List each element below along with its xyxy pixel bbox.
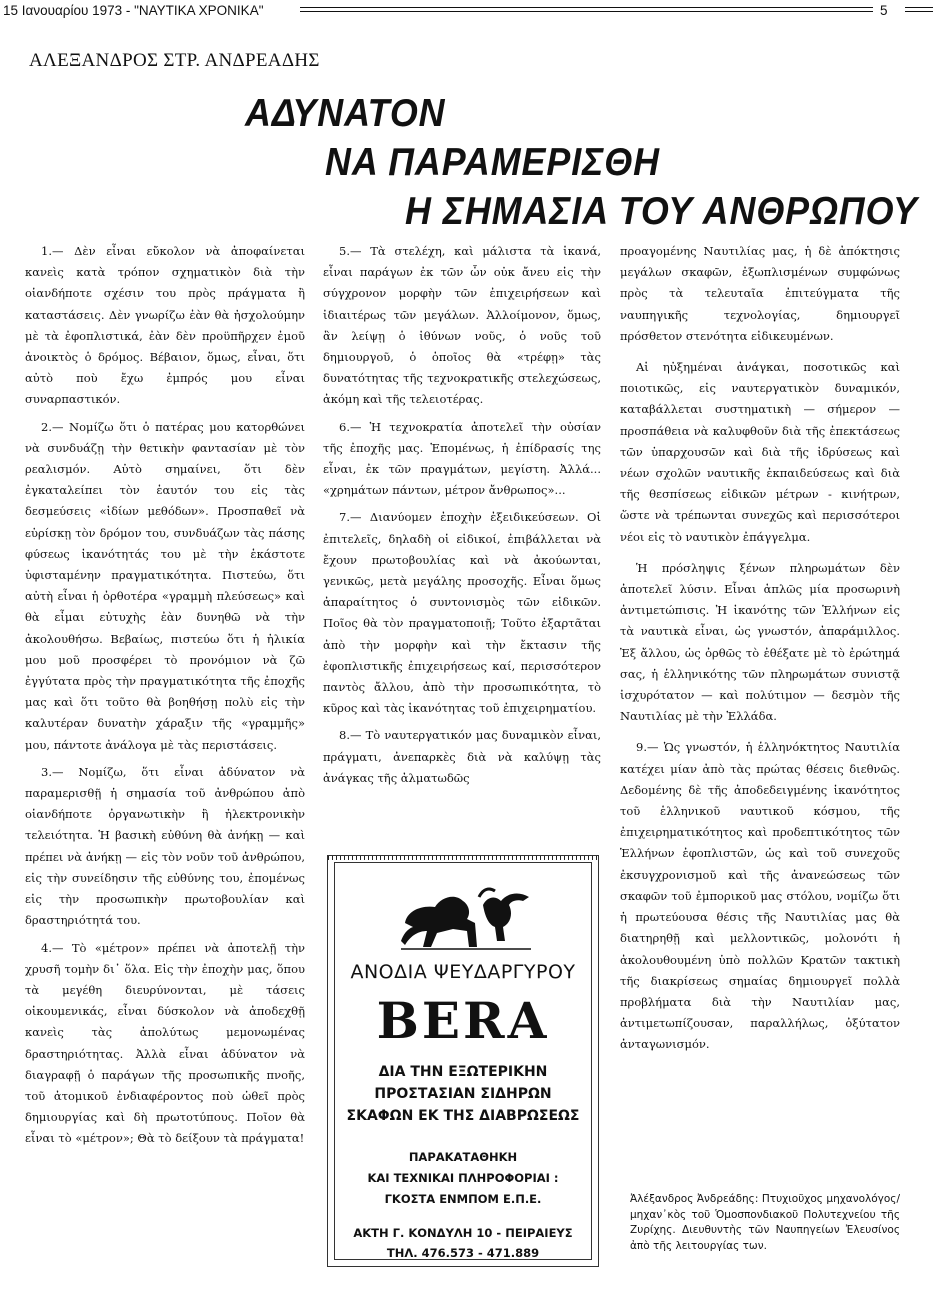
ad-subtitle-line: ΣΚΑΦΩΝ ΕΚ ΤΗΣ ΔΙΑΒΡΩΣΕΩΣ [346, 1108, 580, 1124]
paragraph: Αἱ ηὐξημέναι ἀνάγκαι, ποσοτικῶς καὶ ποιοτικῶς, εἰς ναυτεργατικὸν δυναμικόν, καταβάλλεται συστηματικὴ — σήμερον — προσπάθεια νὰ καλυφθοῦν διὰ τῆς ἐπεκτάσεως τῶν ὑπαρχουσῶν καὶ διὰ τῆς ἱδρύσεως καὶ νέων σχολῶν ναυτικῆς ἐκπαιδεύσεως καὶ διὰ τῆς θεσπίσεως εἰδικῶν μέτρων - κινήτρων, ὥστε νὰ τρέπωνται συνεχῶς καὶ περισσότεροι νέοι εἰς τὸ ναυτικὸν ἐπάγγελμα. [620, 360, 900, 544]
advertisement-inner [334, 862, 592, 1260]
paragraph: 2.— Νομίζω ὅτι ὁ πατέρας μου κατορθώνει νὰ συνδυάζῃ τὴν θετικὴν φαντασίαν μὲ τὸν ρεαλισμόν. Αὐτὸ σημαίνει, ὅτι δὲν ἐγκαταλείπει τὸν ἑαυτόν του εἰς τὰς δεσμεύσεις «ἰδίων μεθόδων». Προσπαθεῖ νὰ εὑρίσκῃ τὸν δρόμον του, συνδυάζων τὰς πάσης φύσεως ἱκανότητάς του μὲ τὴν ἑκάστοτε ὑφισταμένην πραγματικότητα. Πιστεύω, ὅτι αὐτὴ εἶναι ἡ ὀρθοτέρα «γραμμὴ πλεύσεως» καὶ θὰ εἶμαι εὐτυχὴς ἐὰν δυνηθῶ νὰ τὴν ἀκολουθήσω. Βεβαίως, πιστεύω ὅτι ἡ ἡλικία μου μοῦ προσφέρει τὸ προνόμιον νὰ ζῶ ἐγγύτατα πρὸς τὴν πραγματικότητα τῆς ἐποχῆς μας καὶ ὅτι τοῦτο θὰ βοηθήσῃ πολὺ εἰς τὴν καλυτέραν δυνατὴν χάραξιν τῆς «γραμμῆς» μου, πάντοτε ἀνάλογα μὲ τὰς περιστάσεις. [25, 419, 305, 752]
ad-subtitle [335, 1061, 591, 1127]
ad-subtitle-line: ΔΙΑ ΤΗΝ ΕΞΩΤΕΡΙΚΗΝ [378, 1064, 548, 1080]
headline-line-1: ΑΔΥΝΑΤΟΝ [245, 92, 446, 135]
ad-contact [335, 1223, 591, 1263]
author-name: ΑΛΕΞΑΝΔΡΟΣ ΣΤΡ. ΑΝΔΡΕΑΔΗΣ [29, 50, 320, 71]
paragraph: 1.— Δὲν εἶναι εὔκολον νὰ ἀποφαίνεται κανεὶς κατὰ τρόπον σχηματικὸν διὰ τὴν οἱανδήποτε σχέσιν του πρὸς πράγματα ἢ καταστάσεις. Δὲν γνωρίζω ἐὰν θὰ ἠσχολούμην μὲ τὰ ἐφοπλιστικά, ἐὰν δὲν προϋπῆρχεν ἐμοῦ ἀνοικτὸς ὁ δρόμος. Βέβαιον, ὅμως, εἶναι, ὅτι αὐτὸ ποὺ ἔχω ἐμπρός μου εἶναι συναρπαστικόν. [25, 244, 305, 407]
header-date-title: 15 Ιανουαρίου 1973 - "ΝΑΥΤΙΚΑ ΧΡΟΝΙΚΑ" [3, 3, 264, 18]
article-column-2 [323, 241, 601, 795]
headline-line-2: ΝΑ ΠΑΡΑΜΕΡΙΣΘΗ [325, 141, 660, 184]
page-number: 5 [880, 3, 888, 18]
ad-info [335, 1147, 591, 1210]
paragraph: προαγομένης Ναυτιλίας μας, ἡ δὲ ἀπόκτησις μεγάλων σκαφῶν, ἐξωπλισμένων συμφώνως πρὸς τὰ τελευταῖα ἐπιτεύγματα τῆς ναυπηγικῆς τεχνολογίας, δημιουργεῖ πρόσθετον στενότητα εἰδικευμένων. [620, 244, 900, 343]
ad-info-line: ΚΑΙ ΤΕΧΝΙΚΑΙ ΠΛΗΡΟΦΟΡΙΑΙ : [367, 1171, 559, 1185]
page-header [0, 0, 933, 22]
advertisement-box [327, 855, 599, 1267]
paragraph: 4.— Τὸ «μέτρον» πρέπει νὰ ἀποτελῇ τὴν χρυσῆ τομὴν δι᾽ ὅλα. Εἰς τὴν ἐποχὴν μας, ὅπου τὰ μεγέθη διευρύνονται, μὲ τάσεις οἰκουμενικάς, εἶναι δύσκολον νὰ ἀποδεχθῇ κανεὶς τὰς ἀπολύτως μεμονωμένας δραστηριότητας. Ἀλλὰ εἶναι ἀδύνατον νὰ διαγραφῇ ὁ παράγων τῆς προσωπικῆς πνοῆς, τοῦ ἀτομικοῦ ἐνδιαφέροντος ποὺ ὠθεῖ πρὸς δημιουργίας καὶ δὴ πρωτοτύπους. Ποῖον θὰ εἶναι τὸ «μέτρον»; Θὰ τὸ δείξουν τὰ πράγματα! [25, 940, 305, 1146]
article-column-3 [620, 241, 900, 1066]
ad-product-line: ΑΝΟΔΙΑ ΨΕΥΔΑΡΓΥΡΟΥ [350, 961, 576, 983]
paragraph: 5.— Τὰ στελέχη, καὶ μάλιστα τὰ ἱκανά, εἶναι παράγων ἐκ τῶν ὧν οὐκ ἄνευ εἰς τὴν σύγχρονον μορφὴν τῶν ἐπιχειρήσεων καὶ ἰδιαιτέρως τῶν μεγάλων. Ἀλλοίμονον, ὅμως, ἂν λείψῃ ὁ ἰθύνων νοῦς, ὁ νοῦς τοῦ δημιουργοῦ, ὁ ὁποῖος θὰ «τρέφῃ» τὰς δυνατότητας τῆς τεχνοκρατικῆς στελεχώσεως, ἀκόμη καὶ τῆς τελειοτέρας. [323, 244, 601, 407]
paragraph: 7.— Διανύομεν ἐποχὴν ἐξειδικεύσεων. Οἱ ἐπιτελεῖς, δηλαδὴ οἱ εἰδικοί, ἐπιβάλλεται νὰ ἔχουν πρωτοβουλίας καὶ νὰ ἀκούωνται, γενικῶς, μετὰ μεγάλης προσοχῆς. Εἶναι ὅμως ἀπαραίτητος ὁ συντονισμὸς τῶν εἰδικῶν. Ποῖος θὰ τὸν πραγματοποιῇ; Τοῦτο ἐξαρτᾶται ἀπὸ τὴν μορφὴν καὶ τὴν ἔκτασιν τῆς ἐφοπλιστικῆς ἐπιχειρήσεως καί, περισσότερον παντὸς ἄλλου, ἀπὸ τὴν προσωπικότητα, τὸ κῦρος καὶ τὰς ἱκανότητας τοῦ ἐπιχειρηματίου. [323, 510, 601, 716]
headline-line-3: Η ΣΗΜΑΣΙΑ ΤΟΥ ΑΝΘΡΩΠΟΥ [405, 190, 918, 233]
ad-info-line: ΓΚΟΣΤΑ ΕΝΜΠΟΜ Ε.Π.Ε. [384, 1192, 542, 1206]
ad-address: ΑΚΤΗ Γ. ΚΟΝΔΥΛΗ 10 - ΠΕΙΡΑΙΕΥΣ [353, 1226, 573, 1240]
paragraph: 3.— Νομίζω, ὅτι εἶναι ἀδύνατον νὰ παραμερισθῇ ἡ σημασία τοῦ ἀνθρώπου ἀπὸ οἱανδήποτε ὀργανωτικὴν ἢ ἠλεκτρονικὴν τελειότητα. Ἡ βασικὴ εὐθύνη θὰ ἀνήκῃ — καὶ πρέπει νὰ ἀνήκῃ — εἰς τὸν νοῦν τοῦ ἀνθρώπου, εἰς τὴν συνείδησιν τῆς εὐθύνης του, ἐπομένως εἰς τὴν προσωπικὴν πρωτοβουλίαν καὶ δραστηριότητά του. [25, 764, 305, 928]
ad-subtitle-line: ΠΡΟΣΤΑΣΙΑΝ ΣΙΔΗΡΩΝ [374, 1086, 552, 1102]
ad-phone: ΤΗΛ. 476.573 - 471.889 [386, 1246, 540, 1260]
ad-brand-name: BERA [376, 991, 550, 1050]
author-bio: Ἀλέξανδρος Ἀνδρεάδης: Πτυχιοῦχος μηχανολόγος/μηχαν᾽κὸς τοῦ Ὁμοσπονδιακοῦ Πολυτεχνείου τῆς Ζυρίχης. Διευθυντὴς τῶν Ναυπηγείων Ἐλευσίνος ἀπὸ τῆς λειτουργίας των. [630, 1193, 900, 1252]
ad-info-line: ΠΑΡΑΚΑΤΑΘΗΚΗ [408, 1150, 518, 1164]
article-column-1 [25, 241, 305, 1156]
paragraph: 9.— Ὡς γνωστόν, ἡ ἑλληνόκτητος Ναυτιλία κατέχει μίαν ἀπὸ τὰς πρώτας θέσεις διεθνῶς. Δεδομένης δὲ τῆς ἀποδεδειγμένης ἱκανότητος τοῦ ἑλληνικοῦ ναυτικοῦ κόσμου, τῆς ἐπιχειρηματικότητος καὶ προδεπτικότητος τῶν Ἑλλήνων ἐφοπλιστῶν, ὡς καὶ τοῦ συνεχοῦς ἐκσυγχρονισμοῦ καὶ τῆς ἀνανεώσεως τῶν σκαφῶν τοῦ ἐμπορικοῦ μας στόλου, νομίζω ὅτι ἡ πρωτεύουσα θέσις τῆς Ναυτιλίας μας θὰ διατηρηθῇ καὶ μελλοντικῶς, μολονότι ἡ ἀκολουθουμένη ὑπὸ πολλῶν Κρατῶν τακτικὴ τῆς διακρίσεως σημαίας δημιουργεῖ πολλὰ προβλήματα διὰ τὴν Ναυτιλίαν μας, ἀντιμετωπίζουσαν, παραλλήλως, ὀξύτατον ἀνταγωνισμόν. [620, 740, 900, 1052]
paragraph: 8.— Τὸ ναυτεργατικόν μας δυναμικὸν εἶναι, πράγματι, ἀνεπαρκὲς διὰ νὰ καλύψῃ τὰς ἀνάγκας τῆς ἀλματωδῶς [323, 728, 601, 785]
header-double-rule-right [905, 7, 933, 12]
paragraph: 6.— Ἡ τεχνοκρατία ἀποτελεῖ τὴν οὐσίαν τῆς ἐποχῆς μας. Ἑπομένως, ἡ ἐπίδρασίς της εἶναι, ἐκ τῶν πραγμάτων, μεγίστη. Ἀλλά... «χρημάτων πάντων, μέτρον ἄνθρωπος»... [323, 419, 601, 498]
header-double-rule [300, 7, 873, 12]
lion-and-bull-logo-icon [397, 875, 537, 957]
paragraph: Ἡ πρόσληψις ξένων πληρωμάτων δὲν ἀποτελεῖ λύσιν. Εἶναι ἁπλῶς μία προσωρινὴ ἀντιμετώπισις. Ἡ ἱκανότης τῶν Ἑλλήνων εἰς τὰ ναυτικὰ εἶναι, ὡς γνωστόν, ἀπαράμιλλος. Ἐξ ἄλλου, ὡς ὀρθῶς τὸ ἐθέξατε μὲ τὸ ἐρώτημά σας, ἡ ἑλληνικότης τῶν πληρωμάτων συνιστᾷ ἰσχυρότατον — καὶ πολύτιμον — δεσμὸν τῆς Ναυτιλίας μὲ τὴν Ἑλλάδα. [620, 560, 900, 724]
